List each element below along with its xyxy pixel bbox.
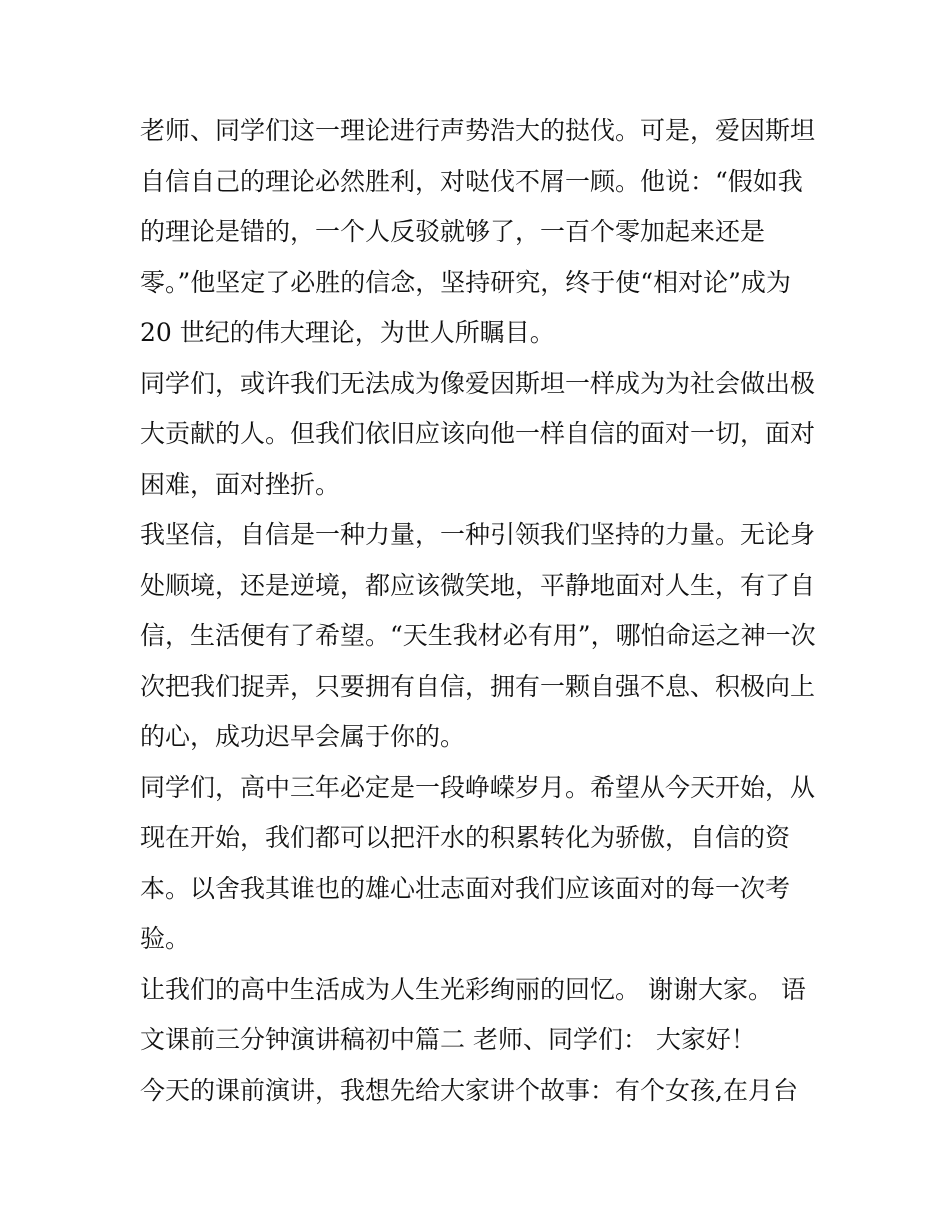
- text-line: 同学们，高中三年必定是一段峥嵘岁月。希望从今天开始，从: [140, 772, 816, 802]
- text-line: 的理论是错的，一个人反驳就够了，一百个零加起来还是: [140, 217, 766, 246]
- text-line: 零。”他坚定了必胜的信念，坚持研究，终于使“相对论”成为: [140, 267, 791, 297]
- text-line: 的心，成功迟早会属于你的。: [140, 722, 466, 751]
- text-line: 处顺境，还是逆境，都应该微笑地，平静地面对人生，有了自: [140, 570, 816, 600]
- text-line: 次把我们捉弄，只要拥有自信，拥有一颗自强不息、积极向上: [140, 671, 816, 701]
- text-line: 自信自己的理论必然胜利，对哒伐不屑一顾。他说：“假如我: [140, 166, 803, 196]
- text-line: 现在开始，我们都可以把汗水的积累转化为骄傲，自信的资: [140, 823, 791, 852]
- text-line: 文课前三分钟演讲稿初中篇二 老师、同学们： 大家好！: [140, 1025, 756, 1054]
- text-line: 困难，面对挫折。: [140, 469, 341, 499]
- text-line: 今天的课前演讲，我想先给大家讲个故事：有个女孩,在月台: [140, 1075, 798, 1105]
- text-line: 让我们的高中生活成为人生光彩绚丽的回忆。 谢谢大家。 语: [140, 974, 806, 1004]
- text-line: 同学们，或许我们无法成为像爱因斯坦一样成为为社会做出极: [140, 368, 816, 398]
- text-line: 大贡献的人。但我们依旧应该向他一样自信的面对一切，面对: [140, 419, 816, 448]
- text-line: 20 世纪的伟大理论，为世人所瞩目。: [140, 318, 555, 347]
- document-body: [140, 106, 820, 1116]
- text-line: 信，生活便有了希望。“天生我材必有用”，哪怕命运之神一次: [140, 621, 816, 650]
- text-line: 本。以舍我其谁也的雄心壮志面对我们应该面对的每一次考: [140, 873, 791, 903]
- text-line: 我坚信，自信是一种力量，一种引领我们坚持的力量。无论身: [140, 520, 816, 549]
- text-line: 老师、同学们这一理论进行声势浩大的挞伐。可是，爱因斯坦: [140, 116, 816, 145]
- text-line: 验。: [140, 924, 191, 953]
